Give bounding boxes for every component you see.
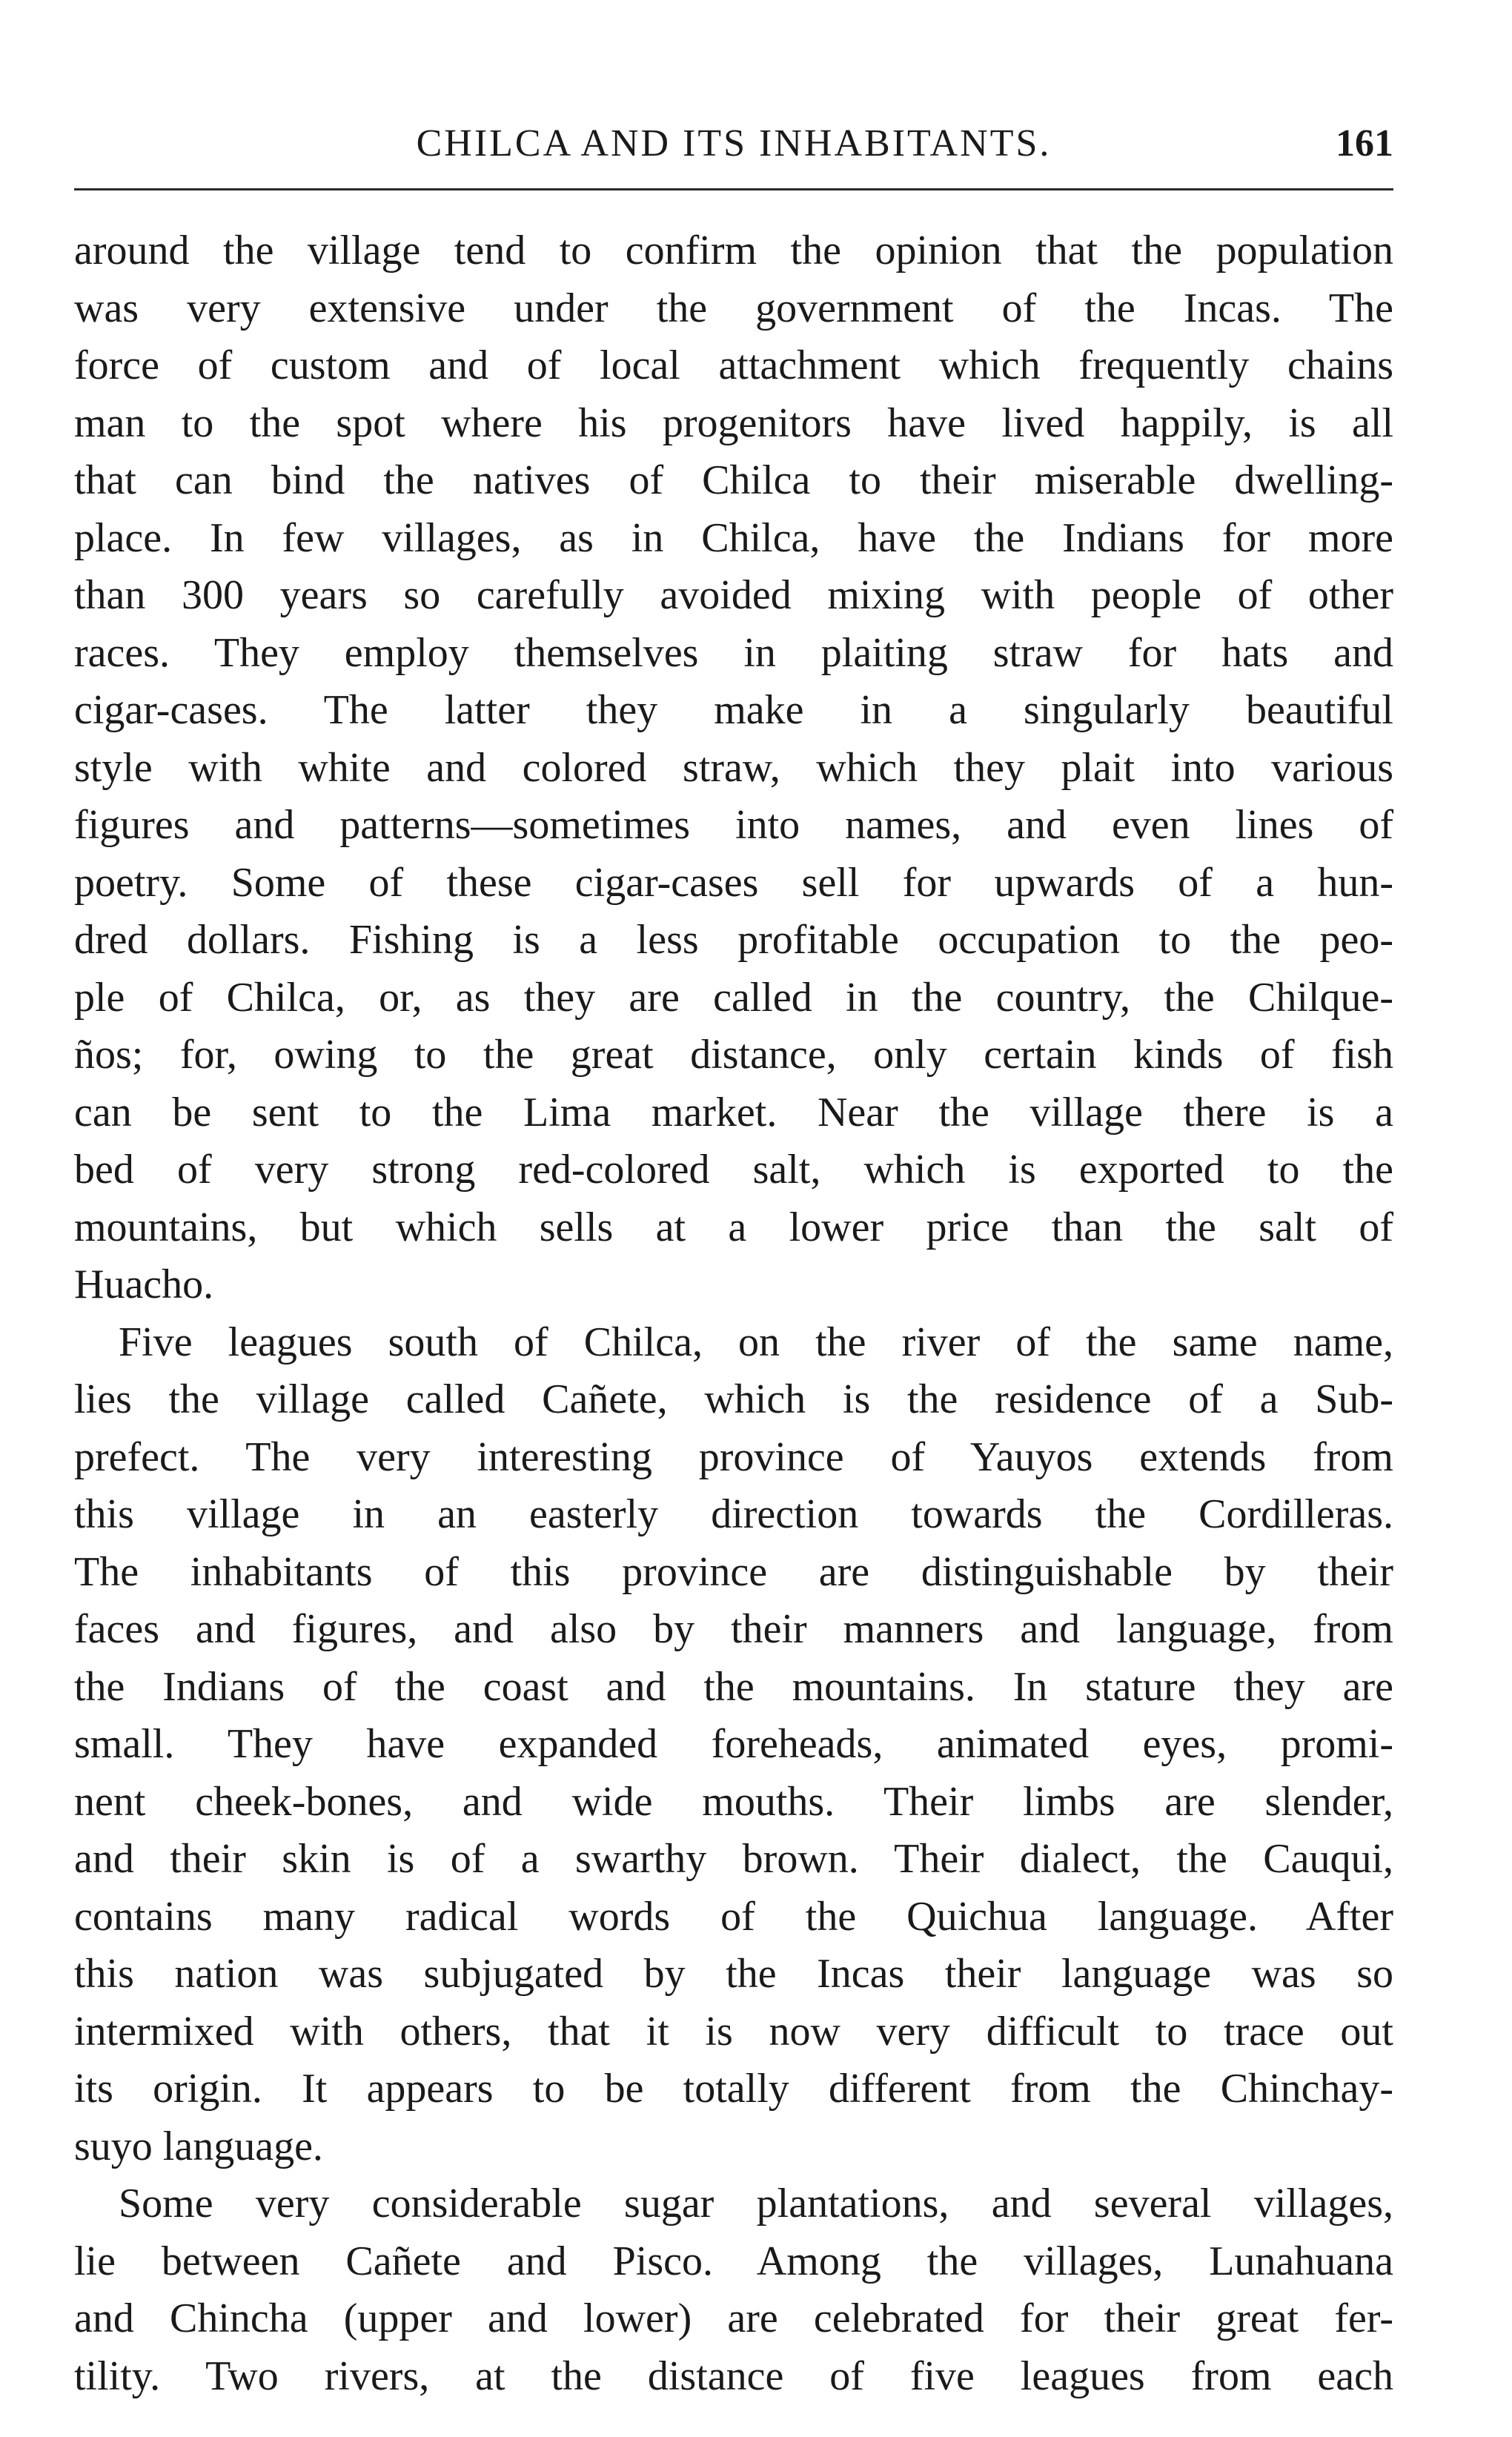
- text-line: lies the village called Cañete, which is the residence of a Sub-: [74, 1376, 1393, 1422]
- text-line: tility. Two rivers, at the distance of five leagues from each: [74, 2353, 1393, 2399]
- text-line: intermixed with others, that it is now very difficult to trace out: [74, 2008, 1393, 2055]
- page-number: 161: [1336, 122, 1393, 165]
- text-line: prefect. The very interesting province of Yauyos extends from: [74, 1433, 1393, 1480]
- running-title: CHILCA AND ITS INHABITANTS.: [416, 122, 1052, 165]
- text-line: figures and patterns—sometimes into names, and even lines of: [74, 802, 1393, 848]
- text-line: place. In few villages, as in Chilca, have the Indians for more: [74, 514, 1393, 561]
- text-line: the Indians of the coast and the mountains. In stature they are: [74, 1663, 1393, 1710]
- paragraph-start-line: Five leagues south of Chilca, on the river of the same name,: [119, 1319, 1393, 1365]
- text-line: bed of very strong red-colored salt, which is exported to the: [74, 1147, 1393, 1193]
- text-line: poetry. Some of these cigar-cases sell for upwards of a hun-: [74, 859, 1393, 906]
- text-line: cigar-cases. The latter they make in a singularly beautiful: [74, 687, 1393, 733]
- text-line: this village in an easterly direction towards the Cordilleras.: [74, 1491, 1393, 1537]
- body-text: [74, 222, 1393, 2405]
- text-line: than 300 years so carefully avoided mixing with people of other: [74, 572, 1393, 618]
- text-line: ple of Chilca, or, as they are called in the country, the Chilque-: [74, 974, 1393, 1021]
- text-line: small. They have expanded foreheads, animated eyes, promi-: [74, 1721, 1393, 1767]
- text-line: lie between Cañete and Pisco. Among the villages, Lunahuana: [74, 2238, 1393, 2284]
- paragraph-end-line: Huacho.: [74, 1261, 214, 1307]
- text-line: and Chincha (upper and lower) are celebrated for their great fer-: [74, 2295, 1393, 2341]
- text-line: ños; for, owing to the great distance, only certain kinds of fish: [74, 1032, 1393, 1078]
- text-line: around the village tend to confirm the opinion that the population: [74, 228, 1393, 273]
- text-line: faces and figures, and also by their manners and language, from: [74, 1606, 1393, 1652]
- paragraph-start-line: Some very considerable sugar plantations, and several villages,: [119, 2181, 1393, 2227]
- text-line: force of custom and of local attachment which frequently chains: [74, 342, 1393, 388]
- text-line: its origin. It appears to be totally different from the Chinchay-: [74, 2066, 1393, 2112]
- text-line: man to the spot where his progenitors have lived happily, is all: [74, 399, 1393, 446]
- running-head: [74, 122, 1393, 166]
- text-line: nent cheek-bones, and wide mouths. Their limbs are slender,: [74, 1778, 1393, 1825]
- text-line: dred dollars. Fishing is a less profitable occupation to the peo-: [74, 917, 1393, 963]
- text-line: was very extensive under the government of the Incas. The: [74, 285, 1393, 331]
- text-line: and their skin is of a swarthy brown. Their dialect, the Cauqui,: [74, 1836, 1393, 1882]
- text-line: style with white and colored straw, which they plait into various: [74, 744, 1393, 791]
- paragraph-end-line: suyo language.: [74, 2123, 323, 2169]
- text-line: races. They employ themselves in plaiting straw for hats and: [74, 629, 1393, 676]
- text-line: that can bind the natives of Chilca to their miserable dwelling-: [74, 457, 1393, 503]
- text-line: mountains, but which sells at a lower price than the salt of: [74, 1204, 1393, 1250]
- text-line: can be sent to the Lima market. Near the village there is a: [74, 1089, 1393, 1135]
- text-line: contains many radical words of the Quichua language. After: [74, 1893, 1393, 1940]
- text-line: The inhabitants of this province are distinguishable by their: [74, 1548, 1393, 1595]
- text-line: this nation was subjugated by the Incas their language was so: [74, 1951, 1393, 1997]
- header-rule: [74, 188, 1393, 190]
